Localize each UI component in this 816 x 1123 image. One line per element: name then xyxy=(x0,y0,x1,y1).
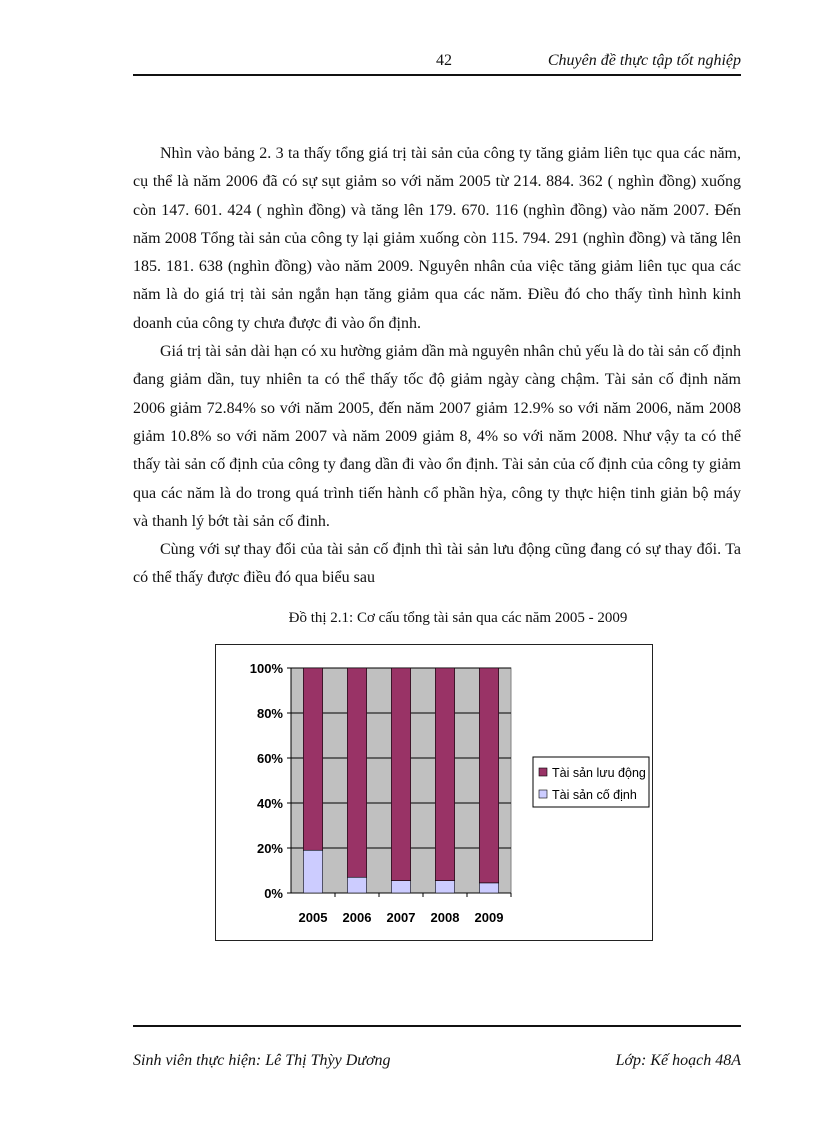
page-number: 42 xyxy=(436,52,452,69)
header-title: Chuyên đề thực tập tốt nghiệp xyxy=(547,52,741,69)
bar-fixed-assets xyxy=(347,877,366,893)
header-rule xyxy=(133,74,741,76)
chart-caption: Đồ thị 2.1: Cơ cấu tổng tài sản qua các năm 2005 - 2009 xyxy=(288,610,628,626)
bar-fixed-assets xyxy=(303,850,322,893)
y-tick-label: 0% xyxy=(264,886,283,901)
y-tick-label: 60% xyxy=(256,751,283,766)
bar-current-assets xyxy=(303,668,322,850)
x-tick-label: 2008 xyxy=(430,910,460,925)
paragraph-1: Nhìn vào bảng 2. 3 ta thấy tổng giá trị tài sản của công ty tăng giảm liên tục qua các năm, cụ thể là năm 2006 đã có sự sụt giảm so với năm 2005 từ 214. 884. 362 ( nghìn đồng) xuống còn 147. 601. 424 ( nghìn đồng) và tăng lên 179. 670. 116 (nghìn đồng) vào năm 2007. Đến năm 2008 Tổng tài sản của công ty lại giảm xuống còn 115. 794. 291 (nghìn đồng) và tăng lên 185. 181. 638 (nghìn đồng) vào năm 2009. Nguyên nhân của việc tăng giảm liên tục qua các năm là do giá trị tài sản ngắn hạn tăng giảm qua các năm. Điều đó cho thấy tình hình kinh doanh của công ty chưa được đi vào ổn định. xyxy=(133,145,741,332)
footer-class: Lớp: Kế hoạch 48A xyxy=(615,1052,741,1069)
legend-swatch xyxy=(539,790,547,798)
paragraph-3: Cùng với sự thay đổi của tài sản cố định thì tài sản lưu động cũng đang có sự thay đổi. Ta có thể thấy được điều đó qua biểu sau xyxy=(133,541,741,587)
y-tick-label: 20% xyxy=(256,841,283,856)
bar-fixed-assets xyxy=(435,881,454,893)
x-tick-label: 2007 xyxy=(386,910,416,925)
footer-student: Sinh viên thực hiện: Lê Thị Thỳy Dương xyxy=(133,1052,391,1069)
legend-label: Tài sản lưu động xyxy=(552,766,646,780)
stacked-bar-chart xyxy=(216,645,652,940)
bar-current-assets xyxy=(391,668,410,881)
y-tick-label: 40% xyxy=(256,796,283,811)
paragraph-2: Giá trị tài sản dài hạn có xu hường giảm dần mà nguyên nhân chủ yếu là do tài sản cố định đang giảm dần, tuy nhiên ta có thể thấy tốc độ giảm ngày càng chậm. Tài sản cố định năm 2006 giảm 72.84% so với năm 2005, đến năm 2007 giảm 12.9% so với năm 2006, năm 2008 giảm 10.8% so với năm 2007 và năm 2009 giảm 8, 4% so với năm 2008. Như vậy ta có thể thấy tài sản cố định của công ty đang dần đi vào ổn định. Tài sản của cố định của công ty giảm qua các năm là do trong quá trình tiến hành cổ phần hỳa, công ty thực hiện tinh giản bộ máy và thanh lý bớt tài sản cố đinh. xyxy=(133,343,741,530)
x-tick-label: 2009 xyxy=(474,910,504,925)
legend-label: Tài sản cố định xyxy=(552,788,637,802)
y-tick-label: 80% xyxy=(256,706,283,721)
bar-fixed-assets xyxy=(391,881,410,893)
y-tick-label: 100% xyxy=(249,661,283,676)
body-text xyxy=(133,140,741,593)
bar-current-assets xyxy=(347,668,366,877)
legend-swatch xyxy=(539,768,547,776)
bar-current-assets xyxy=(435,668,454,881)
x-tick-label: 2006 xyxy=(342,910,372,925)
x-tick-label: 2005 xyxy=(298,910,328,925)
page-header xyxy=(133,52,741,74)
bar-current-assets xyxy=(479,668,498,883)
footer-rule xyxy=(133,1025,741,1027)
chart-frame xyxy=(215,644,653,941)
bar-fixed-assets xyxy=(479,883,498,893)
